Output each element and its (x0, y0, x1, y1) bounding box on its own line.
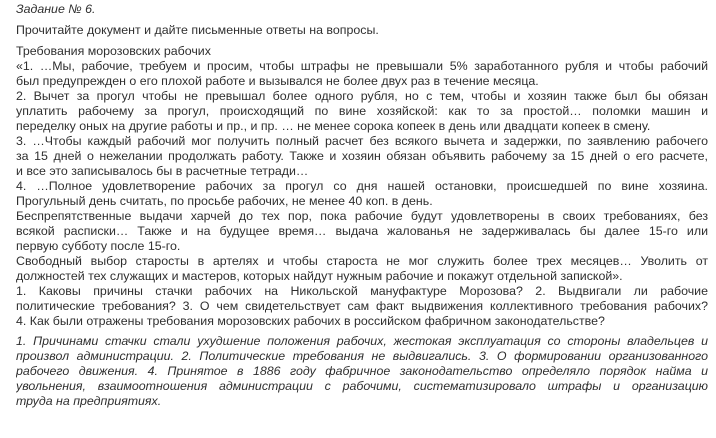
document-line: Свободный выбор старосты в артелях и чтобы староста не мог служить более трех месяцев… Уволить от (16, 254, 708, 268)
answer-block (16, 334, 708, 409)
document-line: 3. …Чтобы каждый рабочий мог получить полный расчет без всякого вычета и задержки, по заявлению рабочего (16, 134, 708, 148)
answer-line: рабочего движения. 4. Принятое в 1886 году фабричное законодательство определяло порядок найма и (16, 364, 708, 378)
document-line: уплатить рабочему за прогул, происходящий по вине хозяйской: как то за простой… поломки машин и (16, 104, 708, 118)
document-line: 4. …Полное удовлетворение рабочих за прогул со дня нашей остановки, происшедшей по вине хозяина. (16, 179, 708, 193)
document-line: должностей тех служащих и мастеров, которых найдут нужным рабочие и покажут отдельной запиской». (16, 269, 623, 283)
answer-line: труда на предприятиях. (16, 394, 162, 408)
document-line: 2. Вычет за прогул чтобы не превышал более одного рубля, но с тем, чтобы и хозяин также был бы обязан (16, 89, 708, 103)
document-line: «1. …Мы, рабочие, требуем и просим, чтобы штрафы не превышали 5% заработанного рубля и чтобы рабочий (16, 59, 708, 73)
document-line: политические требования? 3. О чем свидетельствует сам факт выдвижения коллективного требования рабочих? (16, 299, 708, 313)
document-line: всякой расписки… Также и на будущее время… выдача жалованья не задерживалась бы далее 15-го или (16, 224, 708, 238)
answer-line: увольнения, взаимоотношения администрации с рабочими, систематизировало штрафы и организацию (16, 379, 708, 393)
instruction-text: Прочитайте документ и дайте письменные ответы на вопросы. (16, 23, 379, 37)
answer-line: произвол администрации. 2. Политические требования не выдвигались. 3. О формировании организованного (16, 349, 708, 363)
document-line: был предупрежден о его плохой работе и вызывался не более двух раз в течение месяца. (16, 74, 539, 88)
document-line: Прогульный день считать, по просьбе рабочих, не менее 40 коп. в день. (16, 194, 433, 208)
document-line: переделку оных на другие работы и пр., и пр. … не менее сорока копеек в день или двадцати копеек в смену. (16, 119, 651, 133)
document-line: Беспрепятственные выдачи харчей до тех пор, пока рабочие будут удовлетворены в своих требованиях, без (16, 209, 708, 223)
document-title: Требования морозовских рабочих (16, 44, 211, 58)
task-title: Задание № 6. (16, 2, 96, 16)
answer-line: 1. Причинами стачки стали ухудшение положения рабочих, жестокая эксплуатация со стороны владельцев и (16, 334, 708, 348)
document-line: 1. Каковы причины стачки рабочих на Никольской мануфактуре Морозова? 2. Выдвигали ли рабочие (16, 284, 708, 298)
document-line: и все это записывалось бы в расчетные тетради… (16, 164, 309, 178)
document-line: 4. Как были отражены требования морозовских рабочих в российском фабричном законодательстве? (16, 314, 605, 328)
document-line: первую субботу после 15-го. (16, 239, 181, 253)
document-line: за 15 дней о нежелании продолжать работу. Также и хозяин обязан объявить рабочему за 15 дней о его расчете, (16, 149, 708, 163)
document-body (16, 59, 708, 329)
